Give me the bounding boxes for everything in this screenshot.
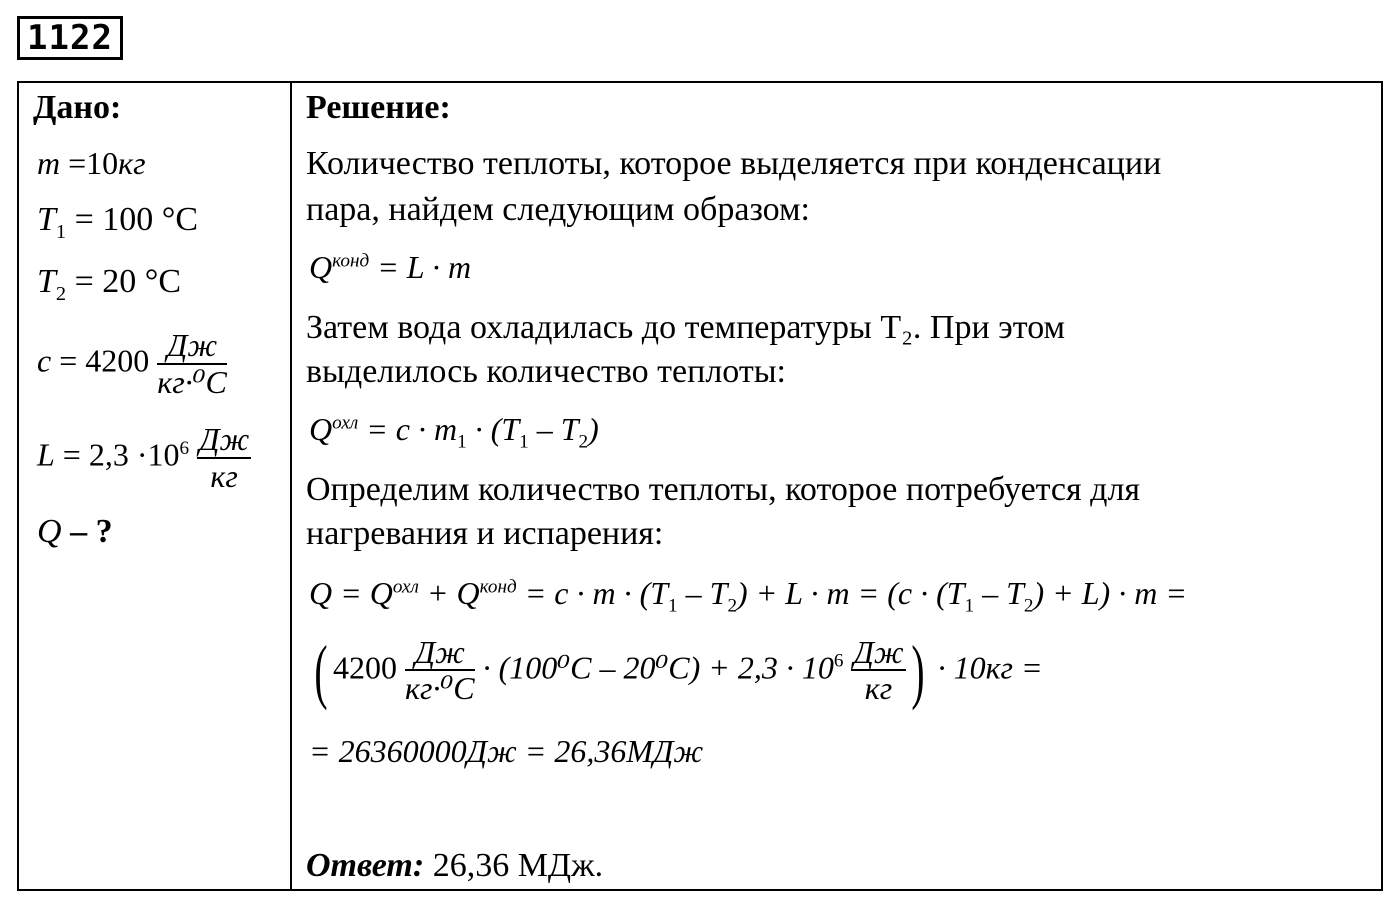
solution-p1-line1: Количество теплоты, которое выделяется при конденсации	[306, 145, 1162, 182]
answer-label: Ответ:	[306, 847, 425, 884]
solution-p2-line1: Затем вода охладилась до температуры Т₂. При этом	[306, 309, 1066, 346]
given-unknown: Q – ?	[37, 513, 113, 550]
column-divider	[290, 83, 292, 889]
given-mass: m =10кг	[37, 145, 146, 181]
formula-result: = 26360000Дж = 26,36МДж	[309, 733, 704, 769]
solution-p2-line2: выделилось количество теплоты:	[306, 353, 786, 390]
solution-table	[17, 81, 1383, 891]
solution-p1-line2: пара, найдем следующим образом:	[306, 191, 810, 228]
formula-total: $Q = Q^{охл} + Q^{конд} = c \cdot m \cdot (T_1 - T_2) + L \cdot m = (c \cdot (T_1 - T_2) + L) \cdot m$ =	[309, 575, 1187, 617]
solution-heading: Решение:	[306, 89, 451, 126]
given-L: $L = 2,3 \cdot 10^6$ $\frac{Дж}{кг}$	[37, 421, 250, 494]
formula-condensation: $Q^{конд} = L \cdot m$	[309, 249, 472, 285]
solution-p3-line1: Определим количество теплоты, которое потребуется для	[306, 471, 1141, 508]
formula-cooling: $Q^{охл} = c \cdot m_1 \cdot (T_1 - T_2)$	[309, 411, 599, 453]
given-t1: $T_1 = 100$ °C	[37, 201, 199, 243]
answer-value: 26,36 МДж.	[424, 847, 604, 884]
solution-p3-line2: нагревания и испарения:	[306, 515, 664, 552]
answer	[306, 847, 603, 885]
given-t2: $T_2 = 20$ °C	[37, 263, 182, 305]
given-heading: Дано:	[33, 89, 122, 126]
given-c: c = 4200 $\frac{Дж}{\text{кг·⁰C}}$	[37, 327, 227, 400]
formula-substitution: ( 4200 $\frac{Дж}{\text{кг·⁰C}}$ · $(100^0C - 20^0C) + 2,3 \cdot 10^6$ $\frac{Дж}{кг}$ ) · 10кг =	[314, 631, 1043, 711]
problem-number: 1122	[17, 16, 123, 60]
